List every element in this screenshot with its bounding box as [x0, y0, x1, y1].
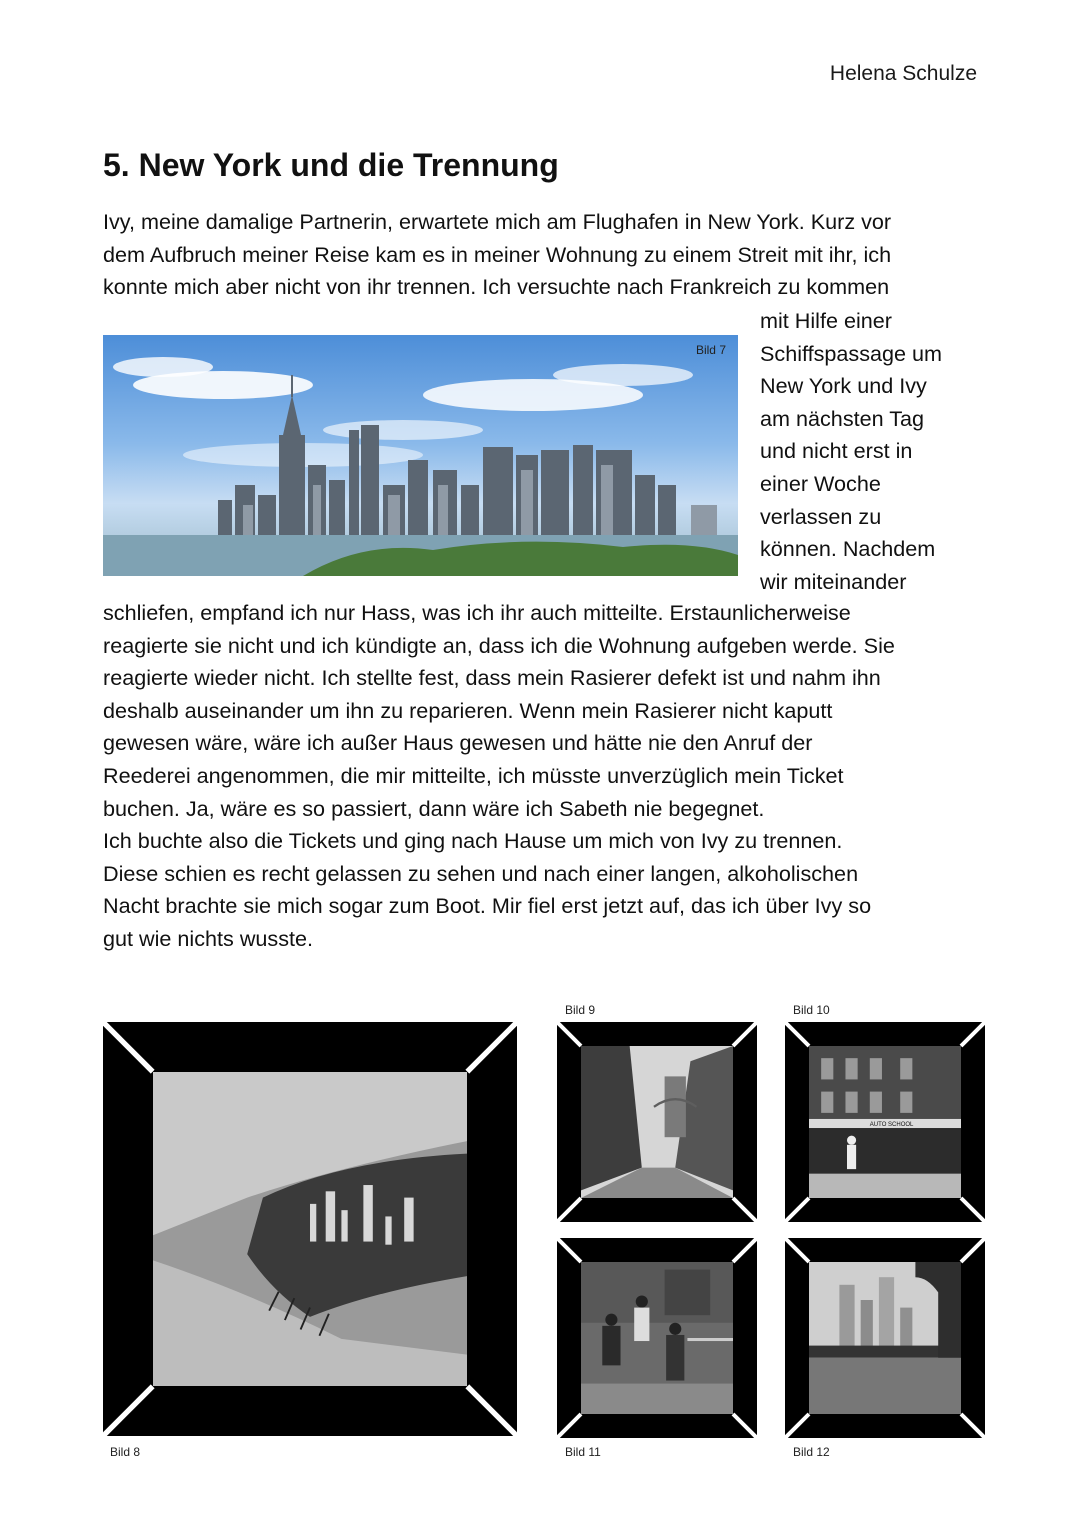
photo-frame-bild-12 [785, 1238, 985, 1438]
caption-bild-11: Bild 11 [565, 1445, 601, 1459]
text-line: verlassen zu [760, 503, 882, 529]
text-line: am nächsten Tag [760, 405, 925, 431]
text-line: Reederei angenommen, die mir mitteilte, ich müsste unverzüglich mein Ticket [103, 762, 844, 788]
text-line: einer Woche [760, 470, 881, 496]
text-line: und nicht erst in [760, 438, 913, 464]
author-name: Helena Schulze [829, 62, 977, 85]
elevated-train-photo [809, 1262, 961, 1414]
caption-bild-7: Bild 7 [695, 343, 726, 357]
people-stoop-photo [581, 1262, 733, 1414]
caption-bild-10: Bild 10 [793, 1003, 830, 1017]
street-bridge-photo [581, 1046, 733, 1198]
text-line: können. Nachdem [760, 536, 936, 562]
photo-frame-bild-9 [557, 1022, 757, 1222]
paragraph-side [760, 305, 942, 598]
photo-frame-bild-11 [557, 1238, 757, 1438]
text-line: Nacht brachte sie mich sogar zum Boot. Mir fiel erst jetzt auf, das ich über Ivy so [103, 893, 872, 919]
aerial-photo [153, 1072, 467, 1386]
text-line: mit Hilfe einer [760, 308, 892, 333]
paragraph-bottom [103, 597, 895, 956]
text-line: Ich buchte also die Tickets und ging nach Hause um mich von Ivy zu trennen. [103, 828, 843, 854]
photo-frame-bild-10 [785, 1022, 985, 1222]
photo-frame-bild-8 [103, 1022, 517, 1436]
skyline-illustration [103, 335, 738, 576]
text-line: reagierte wieder nicht. Ich stellte fest, dass mein Rasierer defekt ist und nahm ihn [103, 665, 881, 691]
section-title: 5. New York und die Trennung [103, 147, 559, 183]
text-line: Diese schien es recht gelassen zu sehen und nach einer langen, alkoholischen [103, 860, 859, 886]
text-line: Schiffspassage um [760, 340, 943, 366]
text-line: gut wie nichts wusste. [103, 925, 314, 951]
text-line: konnte mich aber nicht von ihr trennen. Ich versuchte nach Frankreich zu kommen [103, 274, 890, 300]
caption-bild-8: Bild 8 [110, 1445, 141, 1459]
text-line: schliefen, empfand ich nur Hass, was ich ihr auch mitteilte. Erstaunlicherweise [103, 600, 851, 625]
text-line: gewesen wäre, wäre ich außer Haus gewesen und hätte nie den Anruf der [103, 730, 813, 756]
caption-bild-9: Bild 9 [565, 1003, 596, 1017]
text-line: wir miteinander [760, 568, 907, 594]
caption-bild-12: Bild 12 [793, 1445, 830, 1459]
text-line: New York und Ivy [760, 373, 927, 399]
text-line: Ivy, meine damalige Partnerin, erwartete mich am Flughafen in New York. Kurz vor [103, 209, 892, 234]
text-line: dem Aufbruch meiner Reise kam es in meiner Wohnung zu einem Streit mit ihr, ich [103, 241, 892, 267]
text-line: reagierte sie nicht und ich kündigte an, dass ich die Wohnung aufgeben werde. Sie [103, 632, 895, 658]
storefront-photo [809, 1046, 961, 1198]
paragraph-top [103, 206, 891, 304]
text-line: deshalb auseinander um ihn zu reparieren. Wenn mein Rasierer nicht kaputt [103, 697, 833, 723]
skyline-photo [103, 335, 738, 576]
text-line: buchen. Ja, wäre es so passiert, dann wäre ich Sabeth nie begegnet. [103, 795, 765, 821]
auto-school-sign: AUTO SCHOOL [869, 1122, 914, 1128]
